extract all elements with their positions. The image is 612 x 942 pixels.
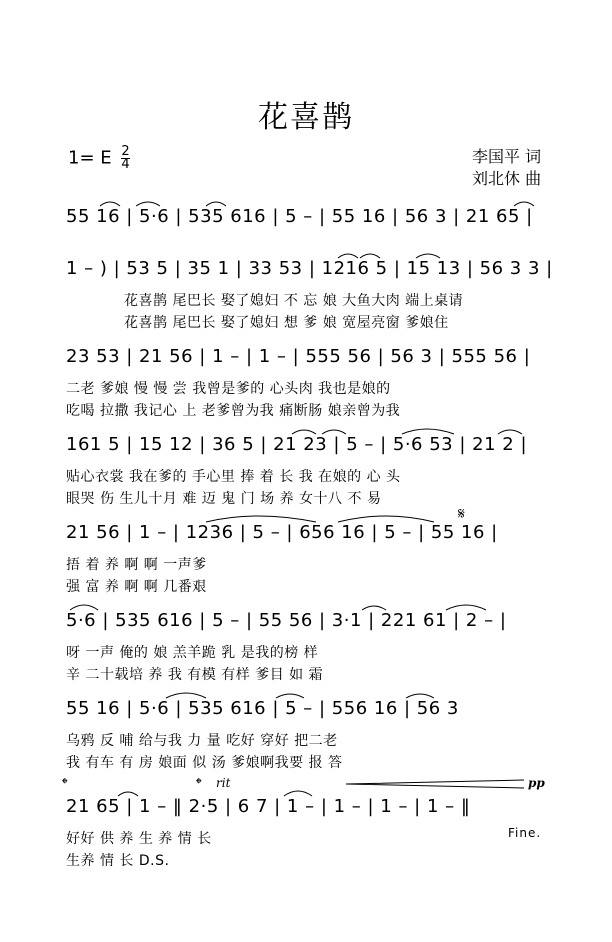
notation-line: 23 53 | 21 56 | 1 – | 1 – | 555 56 | 56 3 | 555 56 |: [66, 346, 531, 367]
slur-marks: [66, 522, 552, 552]
slur-marks: [66, 258, 552, 288]
lyric-verse-1: 乌鸦 反 哺 给与我 力 量 吃好 穿好 把二老: [66, 733, 338, 749]
decrescendo-hairpin: [66, 796, 552, 826]
segno-mark: 𝄋: [458, 504, 465, 523]
lyric-verse-2: 吃喝 拉撒 我记心 上 老爹曾为我 痛断肠 娘亲曾为我: [66, 403, 401, 419]
lyric-verse-1: 贴心衣裳 我在爹的 手心里 捧 着 长 我 在娘的 心 头: [66, 469, 401, 485]
notation-line: 5·6 | 535 616 | 5 – | 55 56 | 3·1 | 221 61 | 2 – |: [66, 610, 507, 631]
meter-top: 2: [121, 144, 130, 159]
song-title: 花喜鹊: [258, 100, 354, 135]
lyric-verse-2: 辛 二十载培 养 我 有模 有样 爹目 如 霜: [66, 667, 324, 683]
notation-line: 21 65 | 1 – ‖ 2·5 | 6 7 | 1 – | 1 – | 1 – | 1 – ‖: [66, 796, 471, 817]
lyric-verse-1: 花喜鹊 尾巴长 娶了媳妇 不 忘 娘 大鱼大肉 端上桌请: [124, 293, 464, 309]
key-label: 1= E: [68, 147, 112, 169]
lyric-verse-2: 眼哭 伤 生儿十月 难 迈 鬼 门 场 养 女十八 不 易: [66, 491, 382, 507]
lyric-verse-1: 呀 一声 俺的 娘 羔羊跪 乳 是我的榜 样: [66, 645, 319, 661]
lyric-verse-2: 强 富 养 啊 啊 几番艰: [66, 579, 207, 595]
ritardando-marking: rit: [216, 776, 231, 790]
notation-line: 55 16 | 5·6 | 535 616 | 5 – | 55 16 | 56 3 | 21 65 |: [66, 206, 533, 227]
meter-bottom: 4: [121, 157, 130, 172]
composer: 刘北休 曲: [472, 169, 542, 188]
slur-marks: [66, 610, 552, 640]
notation-line: 161 5 | 15 12 | 36 5 | 21 23 | 5 – | 5·6 53 | 21 2 |: [66, 434, 528, 455]
fine-marking: Fine.: [508, 826, 542, 840]
notation-line: 1 – ) | 53 5 | 35 1 | 33 53 | 1216 5 | 15 13 | 56 3 3 |: [66, 258, 553, 279]
slur-marks: [66, 434, 552, 464]
lyric-verse-1: 好好 供 养 生 养 情 长: [66, 831, 212, 847]
key-signature: [68, 146, 130, 171]
slur-marks: [66, 206, 552, 236]
lyric-verse-2: 我 有车 有 房 娘面 似 汤 爹娘啊我要 报 答: [66, 755, 343, 771]
notation-line: 55 16 | 5·6 | 535 616 | 5 – | 556 16 | 56 3: [66, 698, 459, 719]
lyric-verse-2: 生养 情 长 D.S.: [66, 853, 170, 869]
coda-mark-end: 𝄌: [196, 774, 202, 793]
lyric-verse-2: 花喜鹊 尾巴长 娶了媳妇 想 爹 娘 宽屋亮窗 爹娘住: [124, 315, 449, 331]
notation-line: 21 56 | 1 – | 1236 | 5 – | 656 16 | 5 – | 55 16 |: [66, 522, 498, 543]
coda-mark-start: 𝄌: [62, 774, 68, 793]
lyric-verse-1: 捂 着 养 啊 啊 一声爹: [66, 557, 207, 573]
time-signature: [121, 146, 129, 171]
slur-marks: [66, 698, 552, 728]
dynamic-pp: pp: [528, 776, 545, 790]
credits: [472, 146, 541, 190]
lyricist: 李国平 词: [472, 147, 542, 166]
lyric-verse-1: 二老 爹娘 慢 慢 尝 我曾是爹的 心头肉 我也是娘的: [66, 381, 391, 397]
